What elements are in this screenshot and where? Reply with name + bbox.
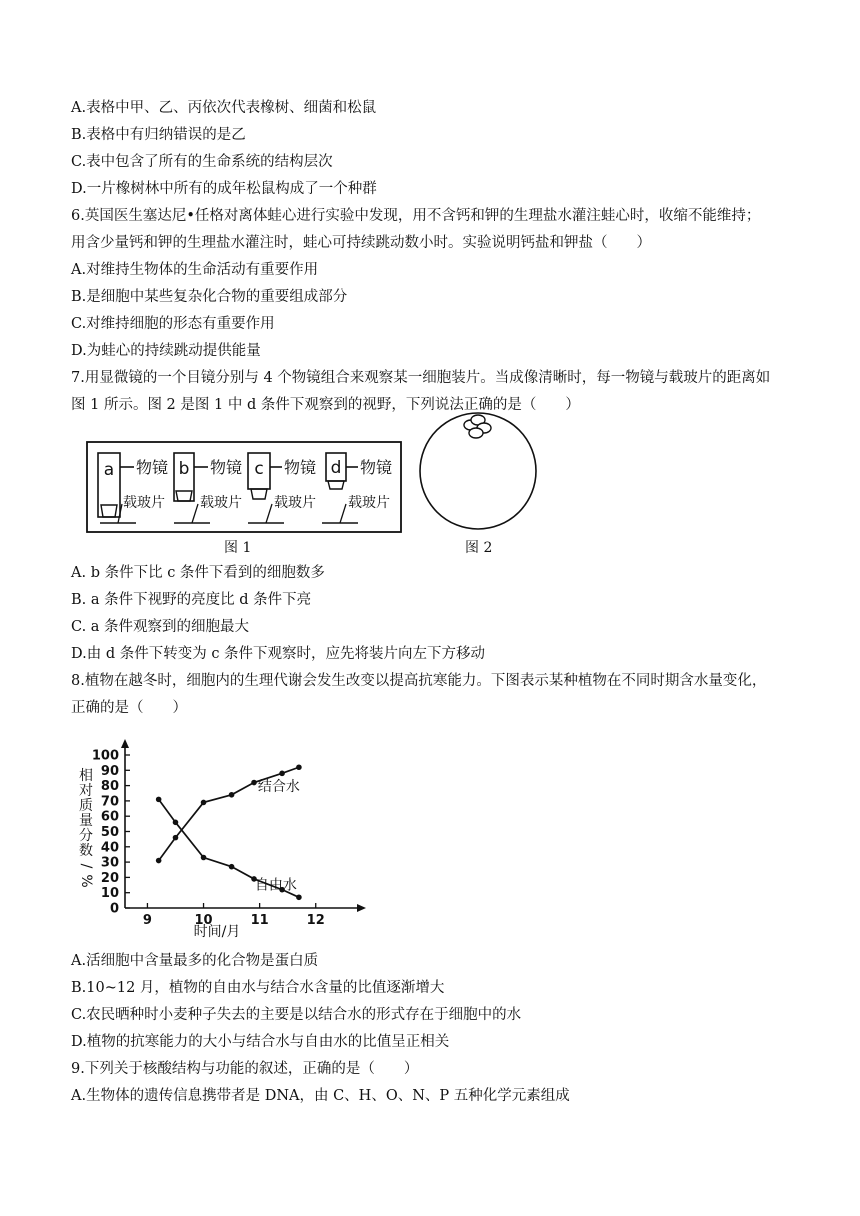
objective-d — [322, 453, 392, 523]
cell-cluster — [464, 415, 491, 438]
y-axis-label-char: 质 — [79, 798, 93, 814]
q6-option-a: A.对维持生物体的生命活动有重要作用 — [71, 262, 319, 278]
y-axis-label-char: / — [78, 863, 94, 869]
figure-1-objectives — [86, 441, 402, 533]
x-tick-label: 10 — [194, 913, 213, 928]
data-point — [173, 820, 179, 826]
q8-option-b: B.10~12 月，植物的自由水与结合水含量的比值逐渐增大 — [71, 980, 445, 996]
y-tick-label: 40 — [100, 840, 119, 856]
q8-stem-line-2: 正确的是（ ） — [71, 700, 187, 716]
y-axis-arrow — [121, 739, 129, 748]
y-tick-label: 100 — [91, 748, 119, 764]
y-axis-label-char: 分 — [79, 828, 93, 844]
q7-stem-line-1: 7.用显微镜的一个目镜分别与 4 个物镜组合来观察某一细胞装片。当成像清晰时，每一物镜与载玻片的距离如 — [71, 370, 771, 386]
data-point — [156, 797, 162, 803]
objective-a-letter: a — [103, 460, 115, 480]
q6-option-d: D.为蛙心的持续跳动提供能量 — [71, 343, 261, 359]
figure-1-caption: 图 1 — [224, 540, 252, 556]
slide-a-label: 载玻片 — [123, 495, 165, 511]
q8-option-c: C.农民晒种时小麦种子失去的主要是以结合水的形式存在于细胞中的水 — [71, 1007, 522, 1023]
water-content-chart — [70, 738, 370, 942]
objective-b-label: 物镜 — [210, 458, 243, 477]
x-tick-label: 9 — [142, 913, 152, 928]
x-axis-arrow — [357, 904, 366, 912]
data-point — [229, 864, 235, 870]
q7-option-b: B. a 条件下视野的亮度比 d 条件下亮 — [71, 592, 312, 608]
q5-option-c: C.表中包含了所有的生命系统的结构层次 — [71, 154, 333, 170]
y-tick-label: 10 — [100, 886, 119, 902]
objective-c-label: 物镜 — [284, 458, 317, 477]
series-label: 结合水 — [257, 779, 300, 796]
data-point — [279, 771, 285, 777]
objective-a — [98, 453, 168, 523]
figure-2-caption: 图 2 — [465, 540, 493, 556]
q7-stem-line-2: 图 1 所示。图 2 是图 1 中 d 条件下观察到的视野，下列说法正确的是（ ） — [71, 397, 580, 413]
data-point — [201, 855, 207, 861]
y-tick-label: 0 — [109, 901, 119, 917]
q8-option-d: D.植物的抗寒能力的大小与结合水与自由水的比值呈正相关 — [71, 1034, 450, 1050]
objective-a-label: 物镜 — [136, 458, 169, 477]
objective-b-letter: b — [178, 459, 190, 479]
data-point — [296, 894, 302, 900]
data-point — [201, 800, 207, 806]
objective-d-label: 物镜 — [360, 458, 393, 477]
slide-b-label: 载玻片 — [200, 495, 242, 511]
y-axis-label-char: 相 — [79, 768, 93, 784]
q8-option-a: A.活细胞中含量最多的化合物是蛋白质 — [71, 953, 319, 969]
q7-option-c: C. a 条件观察到的细胞最大 — [71, 619, 250, 635]
q6-stem-line-1: 6.英国医生塞达尼•任格对离体蛙心进行实验中发现，用不含钙和钾的生理盐水灌注蛙心时，收缩不能维持； — [71, 208, 761, 224]
slide-c-label: 载玻片 — [274, 495, 316, 511]
y-tick-label: 30 — [100, 855, 119, 871]
data-point — [156, 858, 162, 864]
objective-b — [174, 453, 242, 523]
x-tick-label: 11 — [250, 913, 269, 928]
q7-option-a: A. b 条件下比 c 条件下看到的细胞数多 — [71, 565, 325, 581]
q6-stem-line-2: 用含少量钙和钾的生理盐水灌注时，蛙心可持续跳动数小时。实验说明钙盐和钾盐（ ） — [71, 235, 651, 251]
y-axis-label-char: 数 — [79, 843, 93, 859]
objective-c-letter: c — [254, 459, 264, 479]
data-point — [251, 780, 257, 786]
data-point — [173, 835, 179, 841]
data-point — [229, 792, 235, 798]
slide-d-label: 载玻片 — [348, 495, 390, 511]
y-axis-label-char: % — [78, 874, 94, 888]
y-tick-label: 20 — [100, 870, 119, 886]
q5-option-b: B.表格中有归纳错误的是乙 — [71, 127, 246, 143]
q9-option-a: A.生物体的遗传信息携带者是 DNA，由 C、H、O、N、P 五种化学元素组成 — [71, 1088, 570, 1104]
y-tick-label: 80 — [100, 779, 119, 795]
y-tick-label: 90 — [100, 763, 119, 779]
x-tick-label: 12 — [306, 913, 325, 928]
q8-stem-line-1: 8.植物在越冬时，细胞内的生理代谢会发生改变以提高抗寒能力。下图表示某种植物在不同时期含水量变化， — [71, 673, 767, 689]
q6-option-c: C.对维持细胞的形态有重要作用 — [71, 316, 275, 332]
y-tick-label: 60 — [100, 809, 119, 825]
y-axis-label-char: 量 — [79, 813, 93, 829]
q5-option-d: D.一片橡树林中所有的成年松鼠构成了一个种群 — [71, 181, 377, 197]
q9-stem: 9.下列关于核酸结构与功能的叙述，正确的是（ ） — [71, 1061, 419, 1077]
y-axis-label-char: 对 — [79, 783, 93, 799]
x-axis-label: 时间/月 — [193, 924, 241, 940]
data-point — [296, 764, 302, 770]
objective-c — [248, 453, 316, 523]
y-tick-label: 50 — [100, 825, 119, 840]
objective-d-letter: d — [330, 458, 342, 478]
q7-option-d: D.由 d 条件下转变为 c 条件下观察时，应先将装片向左下方移动 — [71, 646, 486, 662]
series-label: 自由水 — [254, 877, 297, 894]
q5-option-a: A.表格中甲、乙、丙依次代表橡树、细菌和松鼠 — [71, 100, 377, 116]
y-axis-label — [78, 767, 94, 888]
y-tick-label: 70 — [100, 794, 119, 810]
q6-option-b: B.是细胞中某些复杂化合物的重要组成部分 — [71, 289, 348, 305]
figure-2-field-of-view — [417, 410, 539, 532]
